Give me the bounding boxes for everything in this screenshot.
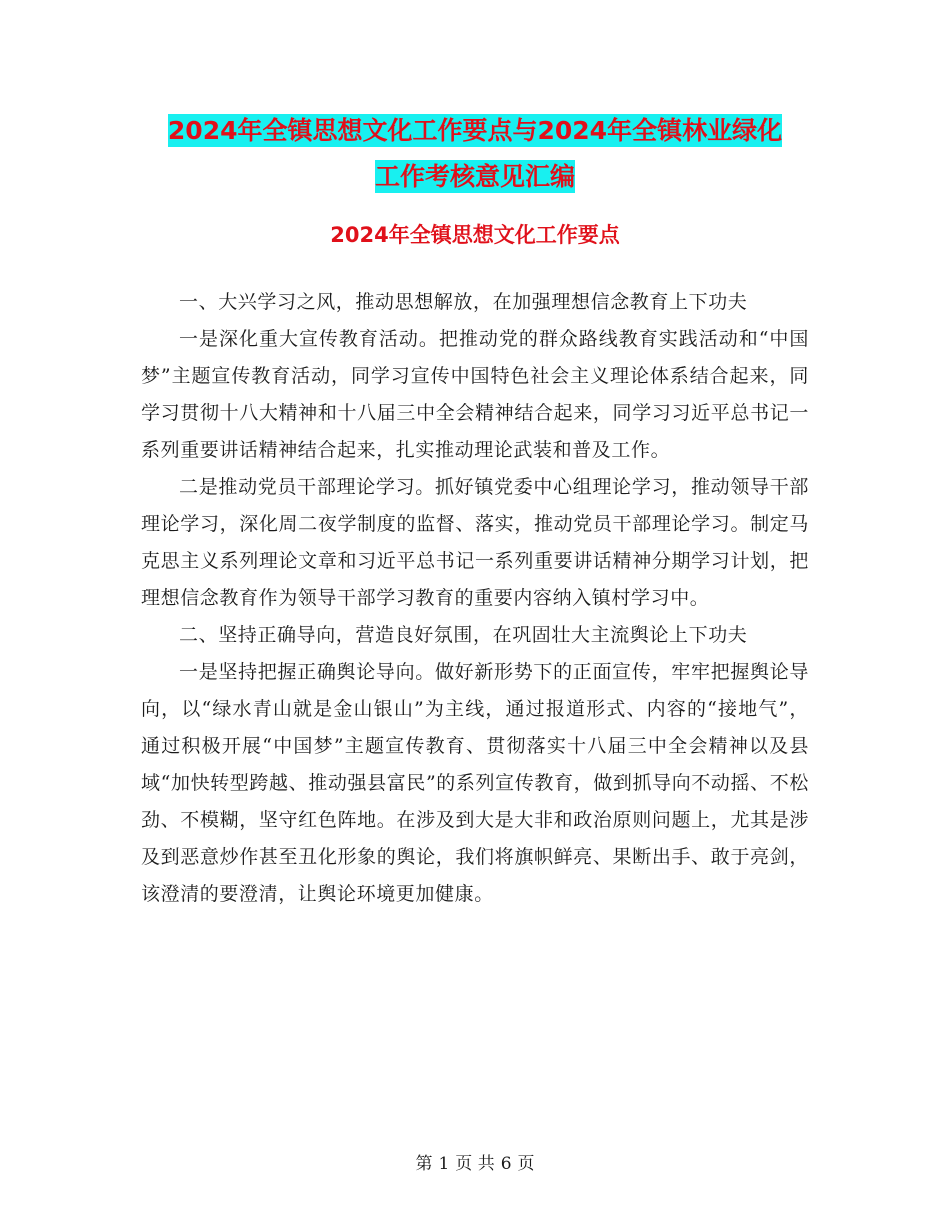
page-number-current: 1 <box>438 1154 450 1174</box>
body-paragraph: 二是推动党员干部理论学习。抓好镇党委中心组理论学习，推动领导干部理论学习，深化周二夜学制度的监督、落实，推动党员干部理论学习。制定马克思主义系列理论文章和习近平总书记一系列重要讲话精神分期学习计划，把理想信念教育作为领导干部学习教育的重要内容纳入镇村学习中。 <box>141 476 809 609</box>
section-heading-2: 二、坚持正确导向，营造良好氛围，在巩固壮大主流舆论上下功夫 <box>179 624 748 646</box>
page-number-suffix: 页 <box>517 1154 535 1174</box>
document-title-line-2: 工作考核意见汇编 <box>374 162 575 191</box>
page-number-total: 6 <box>500 1154 512 1174</box>
page-number-middle: 页 共 <box>455 1154 495 1174</box>
page-number-prefix: 第 <box>415 1154 433 1174</box>
body-paragraph: 一是坚持把握正确舆论导向。做好新形势下的正面宣传，牢牢把握舆论导向，以“绿水青山就是金山银山”为主线，通过报道形式、内容的“接地气”，通过积极开展“中国梦”主题宣传教育、贯彻落实十八届三中全会精神以及县域“加快转型跨越、推动强县富民”的系列宣传教育，做到抓导向不动摇、不松劲、不模糊，坚守红色阵地。在涉及到大是大非和政治原则问题上，尤其是涉及到恶意炒作甚至丑化形象的舆论，我们将旗帜鲜亮、果断出手、敢于亮剑，该澄清的要澄清，让舆论环境更加健康。 <box>141 661 809 905</box>
document-title <box>140 108 810 200</box>
page-footer <box>0 1152 950 1176</box>
document-body <box>141 284 809 913</box>
body-paragraph: 一是深化重大宣传教育活动。把推动党的群众路线教育实践活动和“中国梦”主题宣传教育活动，同学习宣传中国特色社会主义理论体系结合起来，同学习贯彻十八大精神和十八届三中全会精神结合起来，同学习习近平总书记一系列重要讲话精神结合起来，扎实推动理论武装和普及工作。 <box>141 328 809 461</box>
section-title: 2024年全镇思想文化工作要点 <box>330 223 620 247</box>
document-title-line-1: 2024年全镇思想文化工作要点与2024年全镇林业绿化 <box>167 116 783 145</box>
section-heading-1: 一、大兴学习之风，推动思想解放，在加强理想信念教育上下功夫 <box>179 291 748 313</box>
